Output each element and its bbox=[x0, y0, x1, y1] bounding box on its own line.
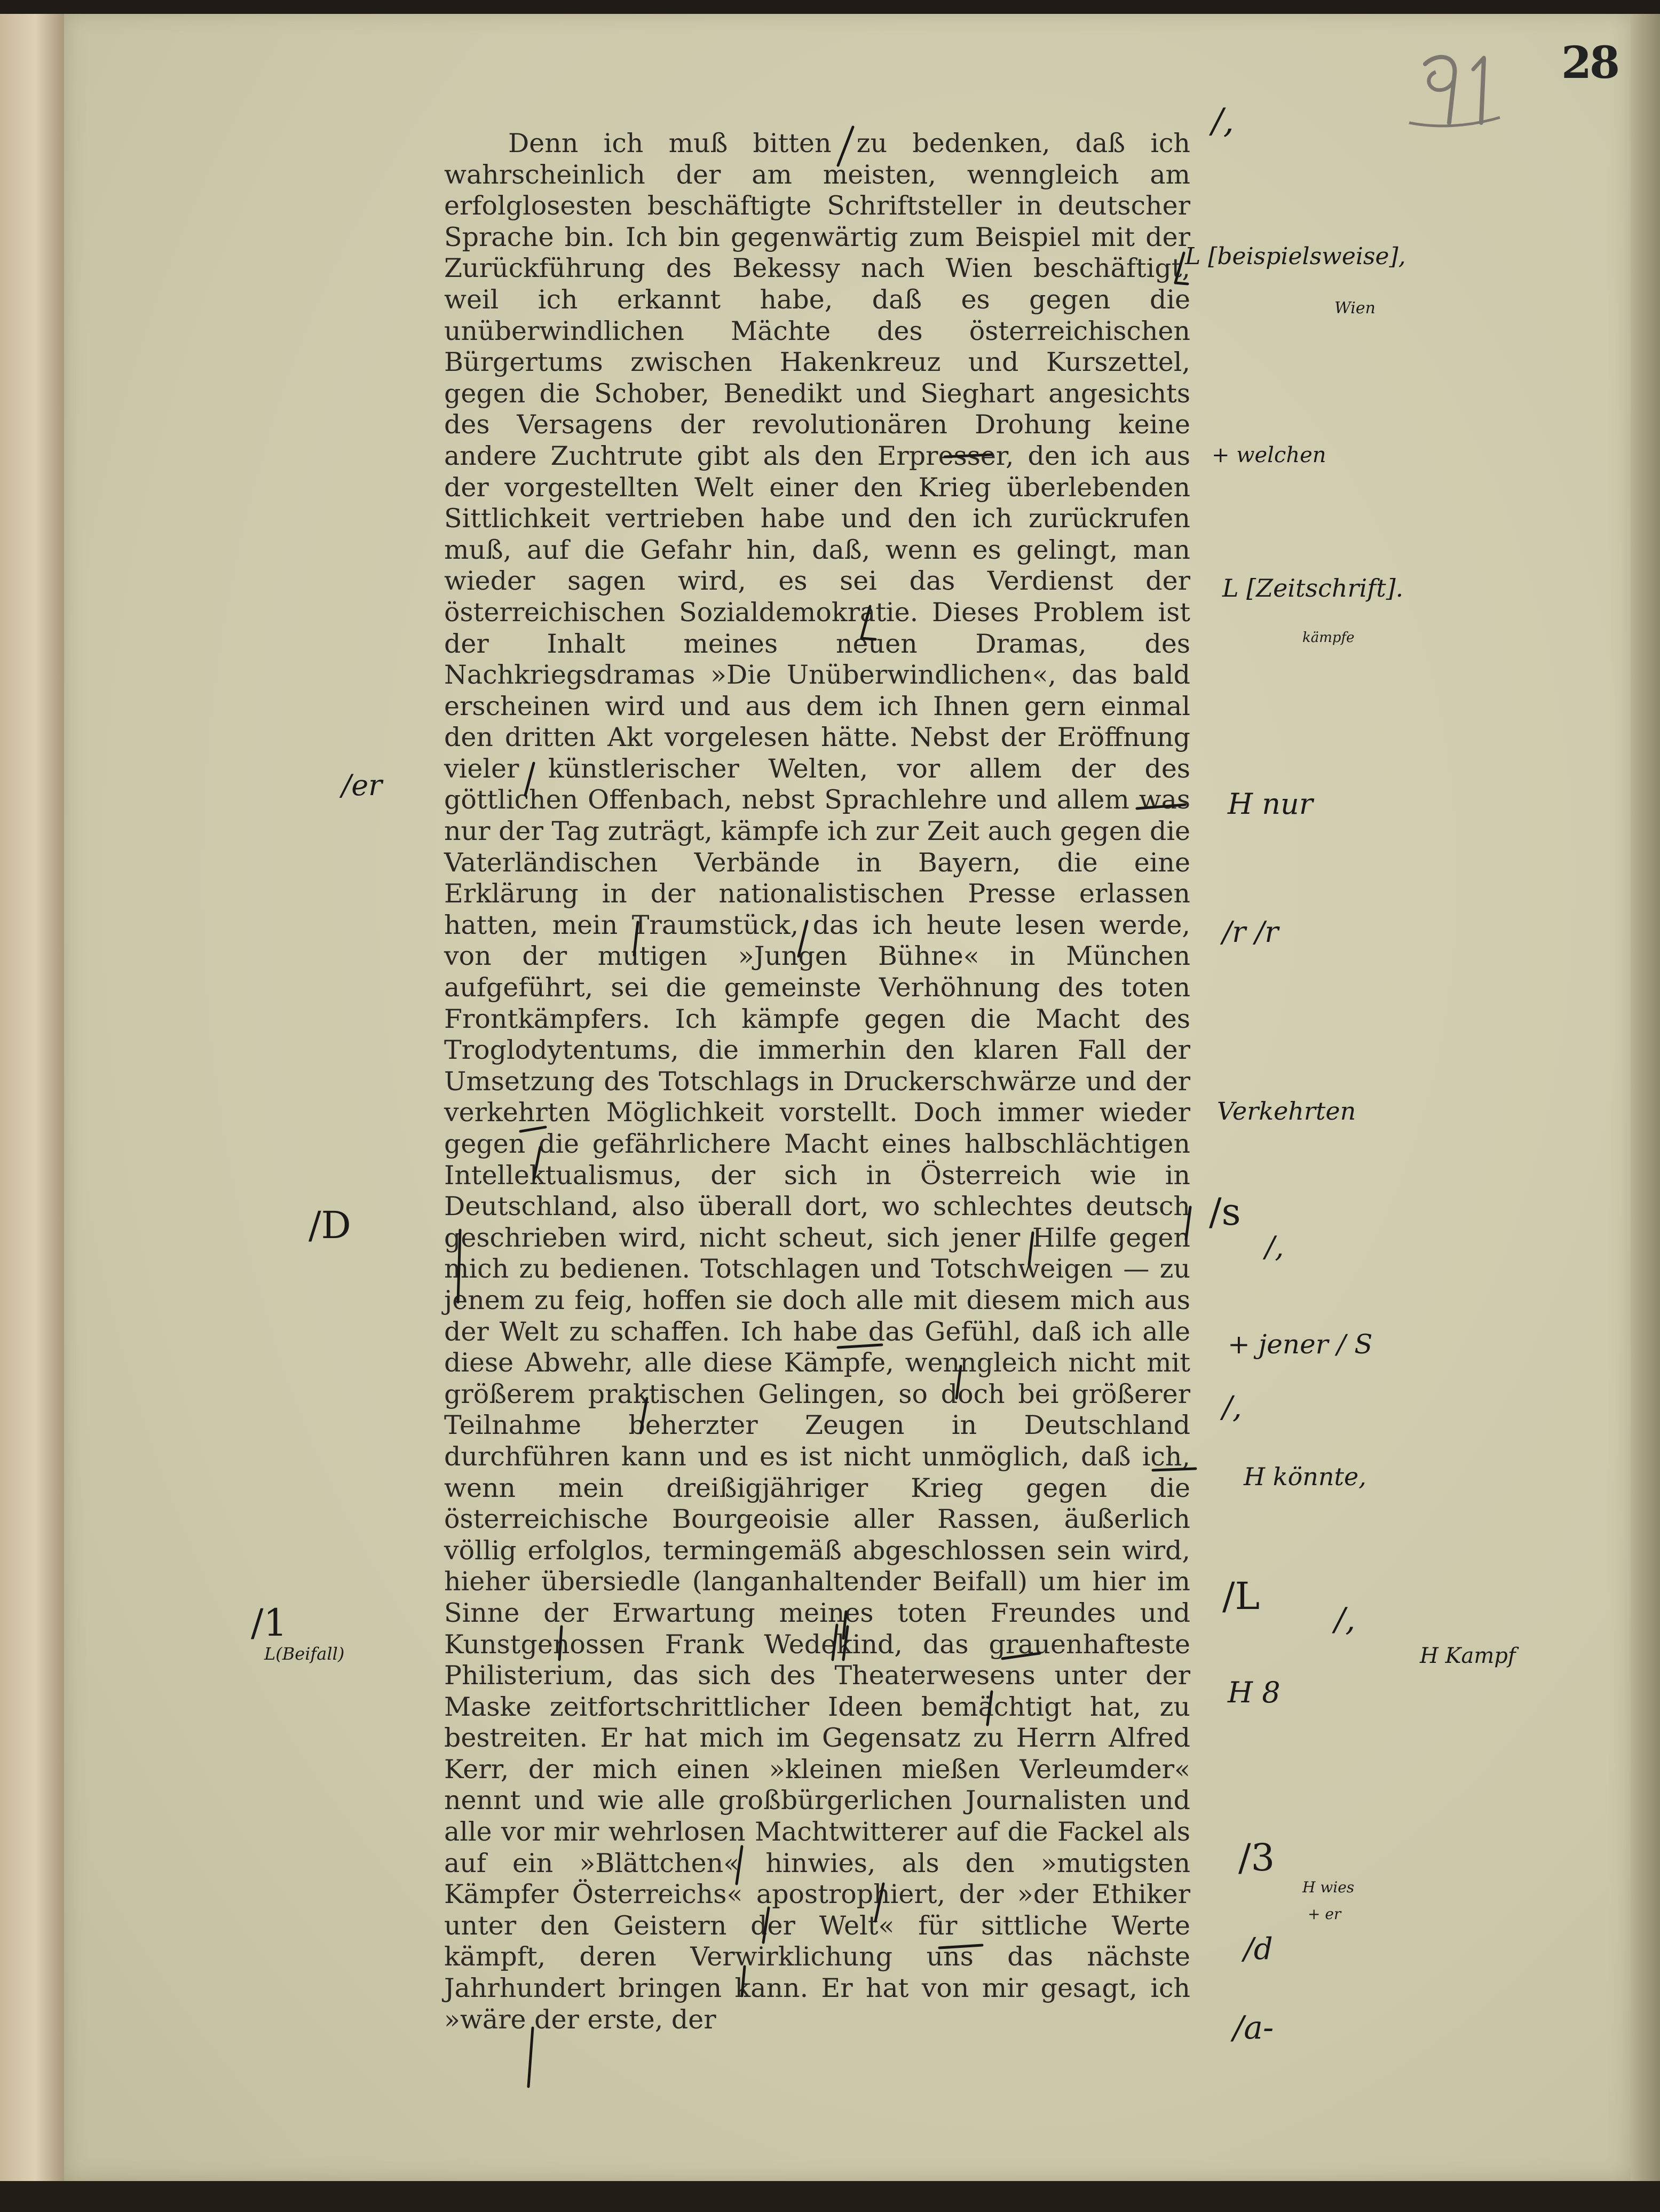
margin-note: H wies bbox=[1302, 1878, 1355, 1896]
margin-note: L [Zeitschrift]. bbox=[1222, 574, 1404, 602]
margin-note-left: /D bbox=[309, 1203, 351, 1247]
page-edge bbox=[1631, 12, 1660, 2181]
page-number: 28 bbox=[1561, 37, 1618, 89]
margin-note: /, bbox=[1265, 1230, 1284, 1264]
margin-note: /3 bbox=[1238, 1836, 1275, 1880]
margin-note: Verkehrten bbox=[1217, 1097, 1356, 1125]
margin-note: /d bbox=[1244, 1932, 1273, 1967]
bottom-band bbox=[0, 2181, 1660, 2212]
top-shadow bbox=[0, 0, 1660, 14]
margin-note-left: /er bbox=[342, 768, 382, 802]
margin-note: /L bbox=[1222, 1574, 1260, 1618]
margin-note: + welchen bbox=[1212, 443, 1326, 467]
margin-note: + jener / S bbox=[1228, 1329, 1373, 1360]
margin-note: /, bbox=[1212, 101, 1234, 141]
main-text bbox=[444, 128, 1190, 2035]
margin-note: H 8 bbox=[1228, 1676, 1280, 1709]
margin-note: /a- bbox=[1233, 2009, 1274, 2047]
margin-note: /s bbox=[1209, 1190, 1241, 1234]
margin-note: Wien bbox=[1334, 299, 1376, 318]
margin-note: L [beispielsweise], bbox=[1185, 243, 1406, 270]
body-paragraph: Denn ich muß bitten zu bedenken, daß ich wahrscheinlich der am meisten, wenngleich am erfolglosesten beschäftigte Schriftsteller in deutscher Sprache bin. Ich bin gegenwärtig zum Beispiel mit der Zurückführung des Bekessy nach Wien beschäftigt, weil ich erkannt habe, daß es gegen die unüberwindlichen Mächte des österreichischen Bürgertums zwischen Hakenkreuz und Kurszettel, gegen die Schober, Benedikt und Sieghart angesichts des Versagens der revolutionären Drohung keine andere Zuchtrute gibt als den Erpresser, den ich aus der vorgestellten Welt einer den Krieg überlebenden Sittlichkeit vertrieben habe und den ich zurückrufen muß, auf die Gefahr hin, daß, wenn es gelingt, man wieder sagen wird, es sei das Verdienst der österreichischen Sozialdemokratie. Dieses Problem ist der Inhalt meines neuen Dramas, des Nachkriegsdramas »Die Unüberwindlichen«, das bald erscheinen wird und aus dem ich Ihnen gern einmal den dritten Akt vorgelesen hätte. Nebst der Eröffnung vieler künstlerischer Welten, vor allem der des göttlichen Offenbach, nebst Sprachlehre und allem was nur der Tag zuträgt, kämpfe ich zur Zeit auch gegen die Vaterländischen Verbände in Bayern, die eine Erklärung in der nationalistischen Presse erlassen hatten, mein Traumstück, das ich heute lesen werde, von der mutigen »Jungen Bühne« in München aufgeführt, sei die gemeinste Verhöhnung des toten Frontkämpfers. Ich kämpfe gegen die Macht des Troglodytentums, die immerhin den klaren Fall der Umsetzung des Totschlags in Druckerschwärze und der verkehrten Möglichkeit vorstellt. Doch immer wieder gegen die gefährlichere Macht eines halbschlächtigen Intellektualismus, der sich in Österreich wie in Deutschland, also überall dort, wo schlechtes deutsch geschrieben wird, nicht scheut, sich jener Hilfe gegen mich zu bedienen. Totschlagen und Totschweigen — zu jenem zu feig, hoffen sie doch alle mit diesem mich aus der Welt zu schaffen. Ich habe das Gefühl, daß ich alle diese Abwehr, alle diese Kämpfe, wenngleich nicht mit größerem praktischen Gelingen, so doch bei größerer Teilnahme beherzter Zeugen in Deutschland durchführen kann und es ist nicht unmöglich, daß ich, wenn mein dreißigjähriger Krieg gegen die österreichische Bourgeoisie aller Rassen, äußerlich völlig erfolglos, termingemäß abgeschlossen sein wird, hieher übersiedle (langanhaltender Beifall) um hier im Sinne der Erwartung meines toten Freundes und Kunstgenossen Frank Wedekind, das grauenhafteste Philisterium, das sich des Theaterwesens unter der Maske zeitfortschrittlicher Ideen bemächtigt hat, zu bestreiten. Er hat mich im Gegensatz zu Herrn Alfred Kerr, der mich einen »kleinen mießen Verleumder« nennt und wie alle großbürgerlichen Journalisten und alle vor mir wehrlosen Machtwitterer auf die Fackel als auf ein »Blättchen« hinwies, als den »mutigsten Kämpfer Österreichs« apostrophiert, der »der Ethiker unter den Geistern der Welt« für sittliche Werte kämpft, deren Verwirklichung uns das nächste Jahrhundert bringen kann. Er hat von mir gesagt, ich »wäre der erste, der bbox=[444, 128, 1190, 2035]
margin-note: /r /r bbox=[1222, 915, 1279, 949]
margin-note: /, bbox=[1334, 1601, 1356, 1638]
margin-note: H nur bbox=[1228, 787, 1313, 821]
margin-note: H könnte, bbox=[1244, 1462, 1366, 1491]
margin-note: H Kampf bbox=[1420, 1644, 1516, 1668]
book-binding bbox=[0, 0, 64, 2212]
margin-note-left: L(Beifall) bbox=[264, 1644, 345, 1664]
margin-note: /, bbox=[1222, 1390, 1242, 1425]
margin-note-left: /1 bbox=[251, 1601, 288, 1645]
archive-number-pencil bbox=[1404, 43, 1532, 133]
margin-note: kämpfe bbox=[1302, 630, 1355, 646]
margin-note: + er bbox=[1308, 1905, 1341, 1923]
